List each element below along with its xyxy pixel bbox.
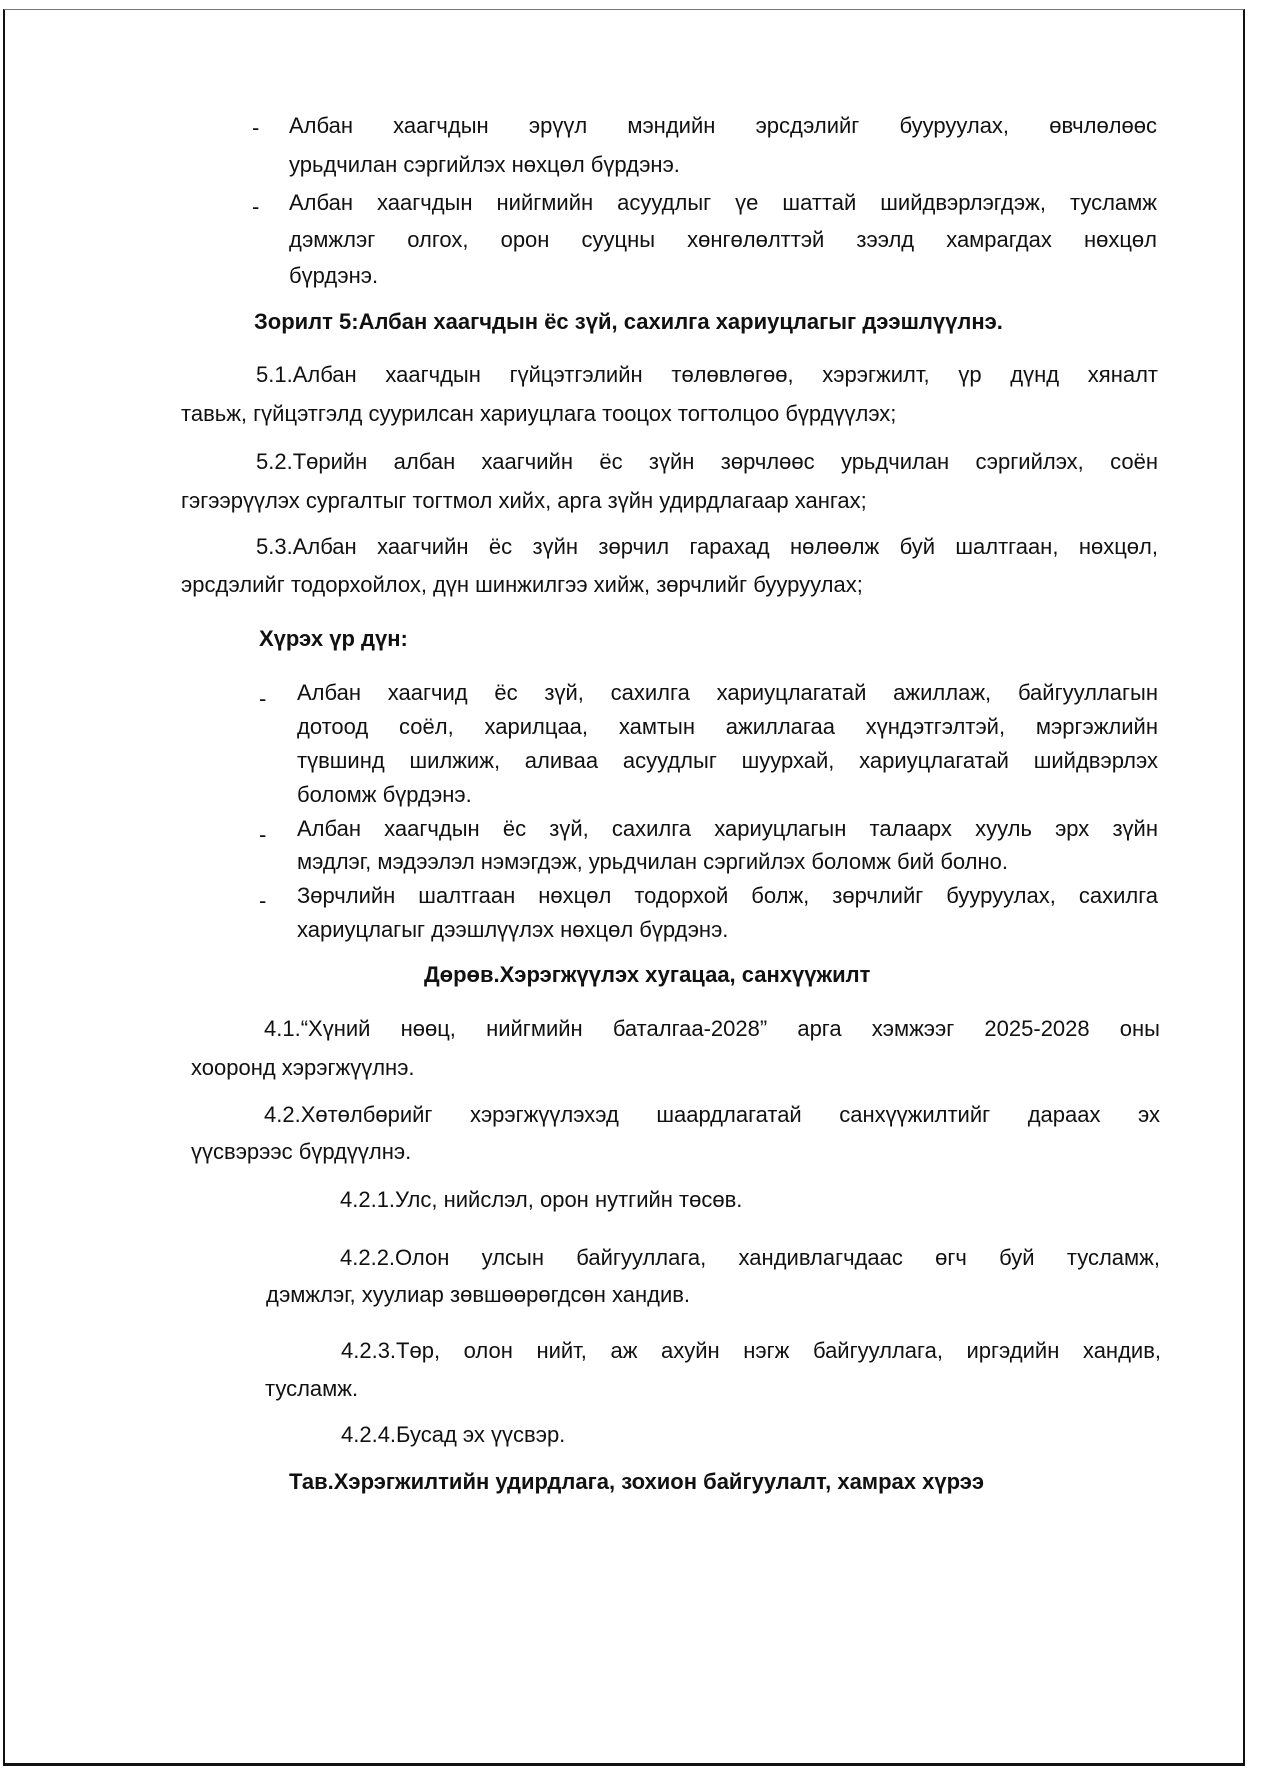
goal-5-heading: Зорилт 5:Албан хаагчдын ёс зүй, сахилга хариуцлагыг дээшлүүлнэ. [254, 309, 1003, 334]
intro-bullet-1-line-1: Албан хаагчдын эрүүл мэндийн эрсдэлийг бууруулах, өвчлөлөөс [289, 113, 1157, 138]
intro-bullet-2-line-2: дэмжлэг олгох, орон сууцны хөнгөлөлттэй зээлд хамрагдах нөхцөл [289, 227, 1157, 252]
section-5-heading: Тав.Хэрэгжилтийн удирдлага, зохион байгуулалт, хамрах хүрээ [289, 1469, 985, 1494]
outcome-3-line-1: Зөрчлийн шалтгаан нөхцөл тодорхой болж, зөрчлийг бууруулах, сахилга [297, 883, 1158, 908]
outcomes-heading: Хүрэх үр дүн: [259, 626, 408, 651]
intro-bullet-2-line-3: бүрдэнэ. [289, 263, 379, 288]
item-4-2-2-first-line: 4.2.2.Олон улсын байгууллага, хандивлагчдаас өгч буй тусламж, [340, 1245, 1160, 1270]
outcome-2-line-1: Албан хаагчдын ёс зүй, сахилга хариуцлагын талаарх хууль эрх зүйн [297, 816, 1158, 841]
item-5-3-rest: эрсдэлийг тодорхойлох, дүн шинжилгээ хийж, зөрчлийг бууруулах; [181, 572, 863, 597]
bullet-marker: - [259, 686, 267, 711]
outcome-2-line-2: мэдлэг, мэдээлэл нэмэгдэж, урьдчилан сэргийлэх боломж бий болно. [297, 849, 1009, 874]
item-5-1-rest: тавьж, гүйцэтгэлд суурилсан хариуцлага тооцох тогтолцоо бүрдүүлэх; [181, 401, 897, 426]
item-5-1-first-line: 5.1.Албан хаагчдын гүйцэтгэлийн төлөвлөгөө, хэрэгжилт, үр дүнд хяналт [256, 362, 1158, 387]
item-5-2-rest: гэгээрүүлэх сургалтыг тогтмол хийх, арга зүйн удирдлагаар хангах; [181, 488, 867, 513]
item-4-2-2-rest: дэмжлэг, хуулиар зөвшөөрөгдсөн хандив. [266, 1282, 691, 1307]
outcome-1-line-2: дотоод соёл, харилцаа, хамтын ажиллагаа хүндэтгэлтэй, мэргэжлийн [297, 714, 1158, 739]
outcome-3-line-2: хариуцлагыг дээшлүүлэх нөхцөл бүрдэнэ. [297, 917, 729, 942]
item-4-2-first-line: 4.2.Хөтөлбөрийг хэрэгжүүлэхэд шаардлагатай санхүүжилтийг дараах эх [264, 1102, 1160, 1127]
item-4-2-1: 4.2.1.Улс, нийслэл, орон нутгийн төсөв. [340, 1187, 743, 1212]
bullet-marker: - [259, 822, 267, 847]
outcome-1-line-3: түвшинд шилжиж, аливаа асуудлыг шуурхай, хариуцлагатай шийдвэрлэх [297, 748, 1158, 773]
bullet-marker: - [259, 888, 267, 913]
bullet-marker: - [252, 194, 260, 219]
item-4-2-rest: үүсвэрээс бүрдүүлнэ. [191, 1139, 412, 1164]
outcome-1-line-1: Албан хаагчид ёс зүй, сахилга хариуцлагатай ажиллаж, байгууллагын [297, 680, 1158, 705]
item-4-2-4: 4.2.4.Бусад эх үүсвэр. [341, 1422, 566, 1447]
intro-bullet-2-line-1: Албан хаагчдын нийгмийн асуудлыг үе шаттай шийдвэрлэгдэж, тусламж [289, 190, 1157, 215]
item-5-3-first-line: 5.3.Албан хаагчийн ёс зүйн зөрчил гарахад нөлөөлж буй шалтгаан, нөхцөл, [256, 534, 1158, 559]
section-4-heading: Дөрөв.Хэрэгжүүлэх хугацаа, санхүүжилт [424, 962, 871, 987]
item-4-2-3-first-line: 4.2.3.Төр, олон нийт, аж ахуйн нэгж байгууллага, иргэдийн хандив, [341, 1338, 1161, 1363]
outcome-1-line-4: боломж бүрдэнэ. [297, 782, 472, 807]
intro-bullet-1-line-2: урьдчилан сэргийлэх нөхцөл бүрдэнэ. [289, 152, 680, 177]
item-4-1-rest: хооронд хэрэгжүүлнэ. [191, 1055, 415, 1080]
item-4-1-first-line: 4.1.“Хүний нөөц, нийгмийн баталгаа-2028” арга хэмжээг 2025-2028 оны [264, 1016, 1160, 1041]
item-4-2-3-rest: тусламж. [265, 1376, 359, 1401]
bullet-marker: - [252, 115, 260, 140]
item-5-2-first-line: 5.2.Төрийн албан хаагчийн ёс зүйн зөрчлөөс урьдчилан сэргийлэх, соён [256, 449, 1158, 474]
